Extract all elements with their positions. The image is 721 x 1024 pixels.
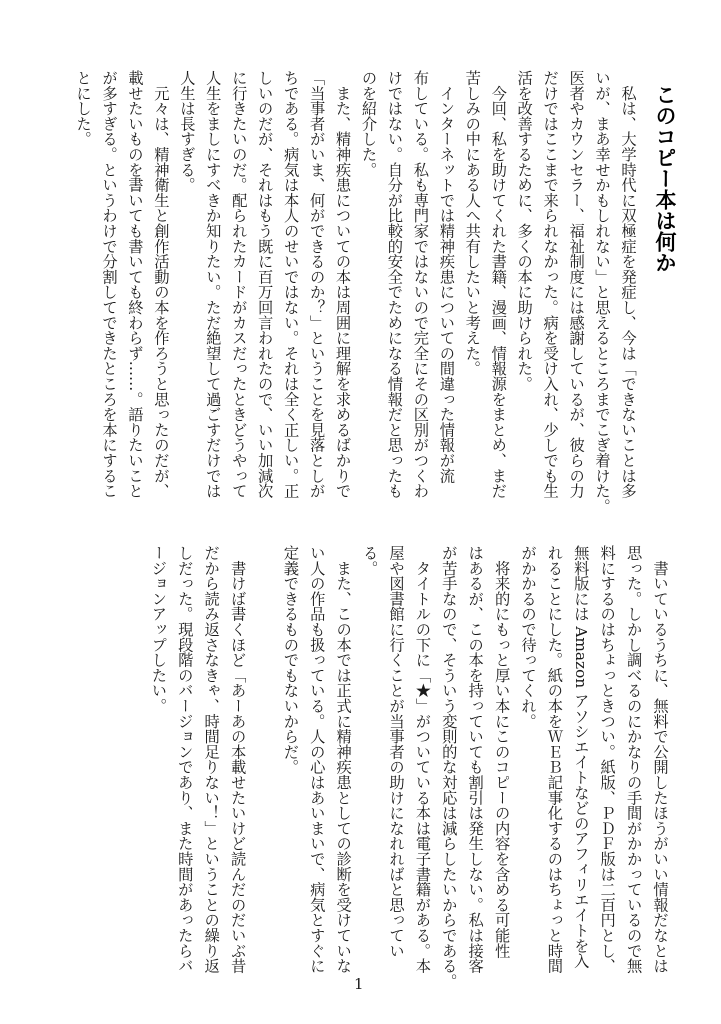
text-line: はあるが、この本を持っていても割引は発生しない。私は接客 (466, 545, 485, 974)
text-line: いが、まあ幸せかもしれない」と思えるところまでこぎ着けた。 (593, 70, 612, 514)
text-line: また、この本では正式に精神疾患としての診断を受けていな (334, 545, 353, 974)
text-line: 載せたいものを書いても書いても終わらず……。語りたいこと (125, 70, 144, 499)
text-line: しいのだが、それはもう既に百万回言われたので、いい加減次 (255, 70, 274, 499)
text-line: 医者やカウンセラー、福祉制度には感謝しているが、彼らの力 (567, 70, 586, 499)
text-line: る。 (360, 545, 379, 576)
text-line: だけではここまで来られなかった。病を受け入れ、少しでも生 (541, 70, 560, 499)
text-line: ージョンアップしたい。 (149, 545, 168, 714)
text-line: 定義できるものでもないからだ。 (281, 545, 300, 775)
text-line: とにした。 (74, 70, 93, 147)
text-line: 将来的にもっと厚い本にこのコピーの内容を含める可能性 (492, 545, 511, 959)
text-line: 元々は、精神衛生と創作活動の本を作ろうと思ったのだが、 (151, 70, 170, 499)
text-line: 屋や図書館に行くことが当事者の助けになれればと思ってい (387, 545, 405, 959)
text-line: に行きたいのだ。配られたカードがカスだったときどうやって (229, 70, 248, 499)
text-line: 苦しみの中にある人へ共有したいと考えた。 (463, 70, 482, 376)
text-line: れることにした。紙の本をＷＥＢ記事化するのはちょっと時間 (545, 545, 564, 974)
text-line: けではない。自分が比較的安全でためになる情報だと思ったも (385, 70, 404, 499)
text-line: がかかるので待ってくれ。 (519, 545, 537, 729)
text-line: 活を改善するために、多くの本に助けられた。 (515, 70, 534, 392)
text-line: 無料版には Amazon アソシエイトなどのアフィリエイトを入 (571, 545, 590, 969)
text-line: 私は、大学時代に双極症を発症し、今は「できないことは多 (619, 70, 637, 499)
page-title: このコピー本は何か (653, 84, 677, 273)
text-line: 今回、私を助けてくれた書籍、漫画、情報源をまとめ、まだ (489, 70, 508, 499)
text-line: 思った。しかし調べるのにかなりの手間がかかっているので無 (624, 545, 643, 974)
text-line: また、精神疾患についての本は周囲に理解を求めるばかりで (333, 70, 352, 499)
text-line: しだった。現段階のバージョンであり、また時間があったらバ (175, 545, 194, 974)
text-line: 人生をましにすべきか知りたい。ただ絶望して過ごすだけでは (203, 70, 222, 499)
text-line: ちである。病気は本人のせいではない。それは全く正しい。正 (281, 70, 300, 499)
text-line: い人の作品も扱っている。人の心はあいまいで、病気とすぐに (307, 545, 326, 974)
text-line: 布している。私も専門家ではないので完全にその区別がつくわ (411, 70, 430, 499)
text-line: 書いているうちに、無料で公開したほうがいい情報だなとは (651, 545, 669, 974)
text-line: のを紹介した。 (359, 70, 378, 178)
text-line: 料にするのはちょっときつい。紙版、ＰＤＦ版は二百円とし、 (598, 545, 617, 974)
text-line: が苦手なので、そういう変則的な対応は減らしたいからである。 (439, 545, 458, 989)
page-number: 1 (354, 975, 364, 993)
text-line: 人生は長すぎる。 (177, 70, 196, 193)
text-line: だから読み返さなきゃ、時間足りない！」ということの繰り返 (202, 545, 221, 974)
text-line: 書けば書くほど「あーあの本載せたいけど読んだのだいぶ昔 (228, 545, 247, 974)
text-line: インターネットでは精神疾患についての間違った情報が流 (437, 70, 456, 484)
text-line: 「当事者がいま、何ができるのか？」ということを見落としが (307, 70, 326, 499)
text-line: タイトルの下に「★」がついている本は電子書籍がある。本 (413, 545, 432, 974)
text-line: が多すぎる。というわけで分割してできたところを本にするこ (100, 70, 118, 499)
